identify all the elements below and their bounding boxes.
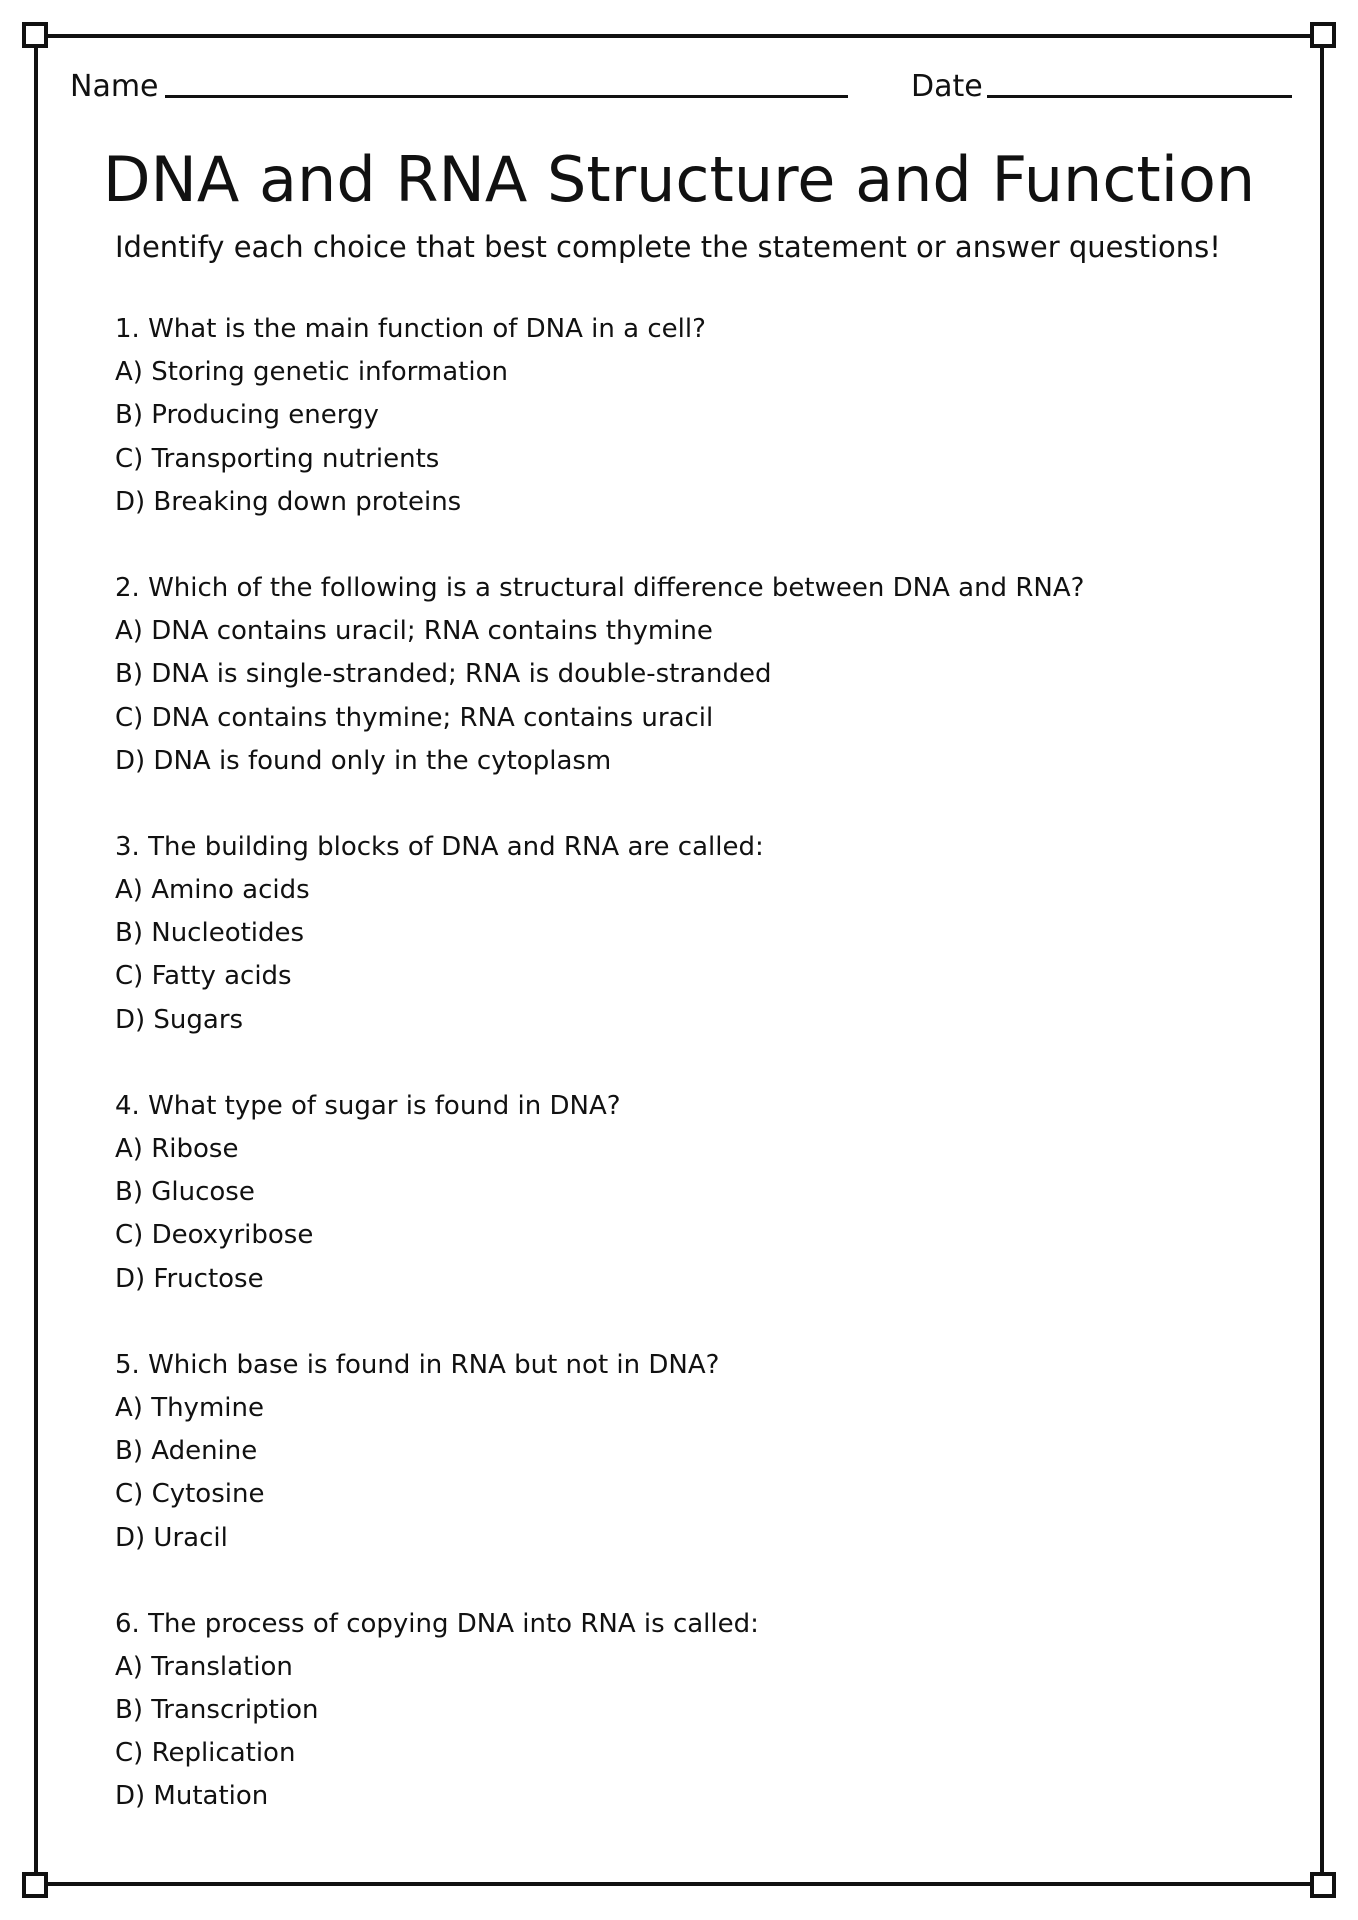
answer-option-c: C) DNA contains thymine; RNA contains uracil [115, 702, 714, 733]
answer-option-a: A) Amino acids [115, 875, 310, 906]
answer-option-b: B) Glucose [115, 1177, 255, 1208]
answer-option-a: A) Thymine [115, 1392, 264, 1423]
answer-option-d: D) Fructose [115, 1263, 264, 1294]
name-field[interactable] [165, 95, 848, 98]
page-title: DNA and RNA Structure and Function [102, 143, 1256, 216]
answer-option-a: A) Translation [115, 1651, 293, 1682]
instructions: Identify each choice that best complete the statement or answer questions! [115, 230, 1221, 264]
answer-option-c: C) Fatty acids [115, 961, 292, 992]
question-6 [115, 1603, 1255, 1819]
question-text: 2. Which of the following is a structural difference between DNA and RNA? [115, 572, 1085, 603]
question-1 [115, 308, 1255, 524]
question-2 [115, 567, 1255, 783]
answer-option-b: B) Adenine [115, 1436, 258, 1467]
answer-option-c: C) Replication [115, 1738, 296, 1769]
corner-square-top-left [22, 22, 48, 48]
question-text: 4. What type of sugar is found in DNA? [115, 1090, 621, 1121]
answer-option-d: D) Mutation [115, 1781, 269, 1812]
answer-option-c: C) Cytosine [115, 1479, 265, 1510]
date-field[interactable] [987, 95, 1292, 98]
question-4 [115, 1085, 1255, 1301]
question-text: 6. The process of copying DNA into RNA is called: [115, 1608, 759, 1639]
answer-option-b: B) Producing energy [115, 400, 379, 431]
question-list [115, 308, 1255, 1862]
answer-option-b: B) DNA is single-stranded; RNA is double-stranded [115, 659, 772, 690]
corner-square-bottom-left [22, 1872, 48, 1898]
answer-option-c: C) Deoxyribose [115, 1220, 314, 1251]
answer-option-b: B) Nucleotides [115, 918, 305, 949]
answer-option-c: C) Transporting nutrients [115, 443, 440, 474]
question-5 [115, 1344, 1255, 1560]
name-label: Name [70, 69, 159, 104]
question-3 [115, 826, 1255, 1042]
date-label: Date [911, 69, 983, 104]
answer-option-b: B) Transcription [115, 1695, 319, 1726]
corner-square-bottom-right [1310, 1872, 1336, 1898]
question-text: 1. What is the main function of DNA in a cell? [115, 314, 706, 344]
answer-option-d: D) Breaking down proteins [115, 486, 462, 517]
answer-option-d: D) Sugars [115, 1004, 244, 1035]
answer-option-a: A) DNA contains uracil; RNA contains thymine [115, 616, 713, 647]
question-text: 3. The building blocks of DNA and RNA are called: [115, 831, 764, 862]
answer-option-d: D) Uracil [115, 1522, 228, 1553]
answer-option-a: A) Ribose [115, 1134, 239, 1164]
question-text: 5. Which base is found in RNA but not in DNA? [115, 1349, 720, 1380]
answer-option-a: A) Storing genetic information [115, 357, 508, 388]
answer-option-d: D) DNA is found only in the cytoplasm [115, 745, 612, 776]
corner-square-top-right [1310, 22, 1336, 48]
